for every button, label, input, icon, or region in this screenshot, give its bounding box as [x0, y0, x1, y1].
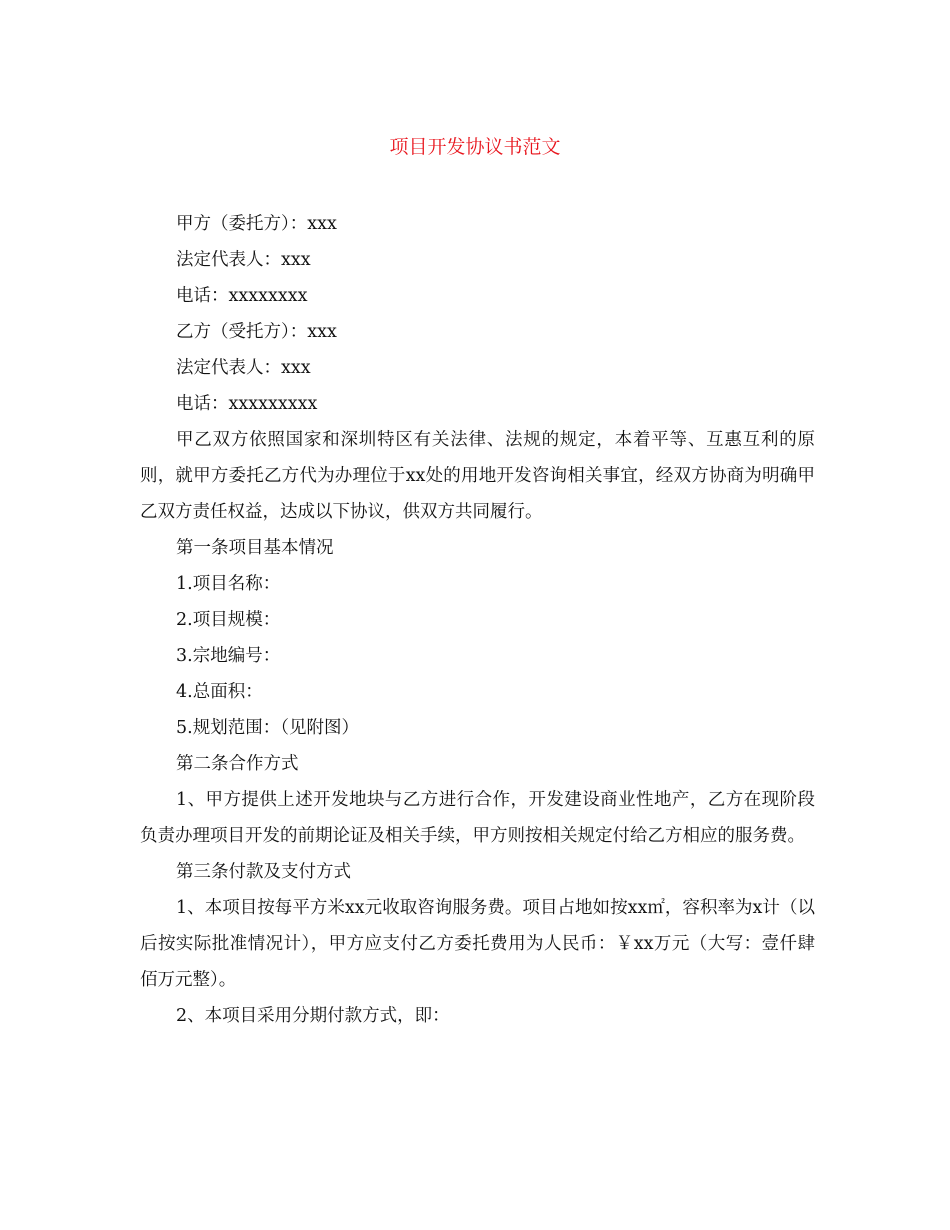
article-1-item: 1.项目名称： — [176, 574, 281, 594]
article-3-paragraph-2: 2、本项目采用分期付款方式，即： — [176, 1006, 450, 1026]
article-3-paragraph-1: 1、本项目按每平方米xx元收取咨询服务费。项目占地如按xx㎡，容积率为x计（以后按实际批准情况计），甲方应支付乙方委托费用为人民币：￥xx万元（大写：壹仟肆佰万元整）。 — [140, 898, 815, 990]
party-b-phone-line: 电话：xxxxxxxxx — [176, 394, 318, 414]
article-3-heading: 第三条付款及支付方式 — [176, 862, 351, 882]
intro-paragraph: 甲乙双方依照国家和深圳特区有关法律、法规的规定，本着平等、互惠互利的原则，就甲方委托乙方代为办理位于xx处的用地开发咨询相关事宜，经双方协商为明确甲乙双方责任权益，达成以下协议，供双方共同履行。 — [140, 430, 815, 522]
document-title: 项目开发协议书范文 — [389, 136, 561, 158]
document-body — [140, 206, 815, 1034]
article-2-paragraph-1: 1、甲方提供上述开发地块与乙方进行合作，开发建设商业性地产，乙方在现阶段负责办理项目开发的前期论证及相关手续，甲方则按相关规定付给乙方相应的服务费。 — [140, 790, 815, 846]
article-1-item: 3.宗地编号： — [176, 646, 281, 666]
party-b-representative-line: 法定代表人：xxx — [176, 358, 311, 378]
party-a-representative-line: 法定代表人：xxx — [176, 250, 311, 270]
article-2-heading: 第二条合作方式 — [176, 754, 299, 774]
party-a-phone-line: 电话：xxxxxxxx — [176, 286, 308, 306]
article-1-heading: 第一条项目基本情况 — [176, 538, 334, 558]
article-1-item: 5.规划范围：（见附图） — [176, 718, 359, 738]
article-1-item: 2.项目规模： — [176, 610, 281, 630]
article-1-item: 4.总面积： — [176, 682, 263, 702]
party-b-line: 乙方（受托方）：xxx — [176, 322, 337, 342]
party-a-line: 甲方（委托方）：xxx — [176, 214, 337, 234]
